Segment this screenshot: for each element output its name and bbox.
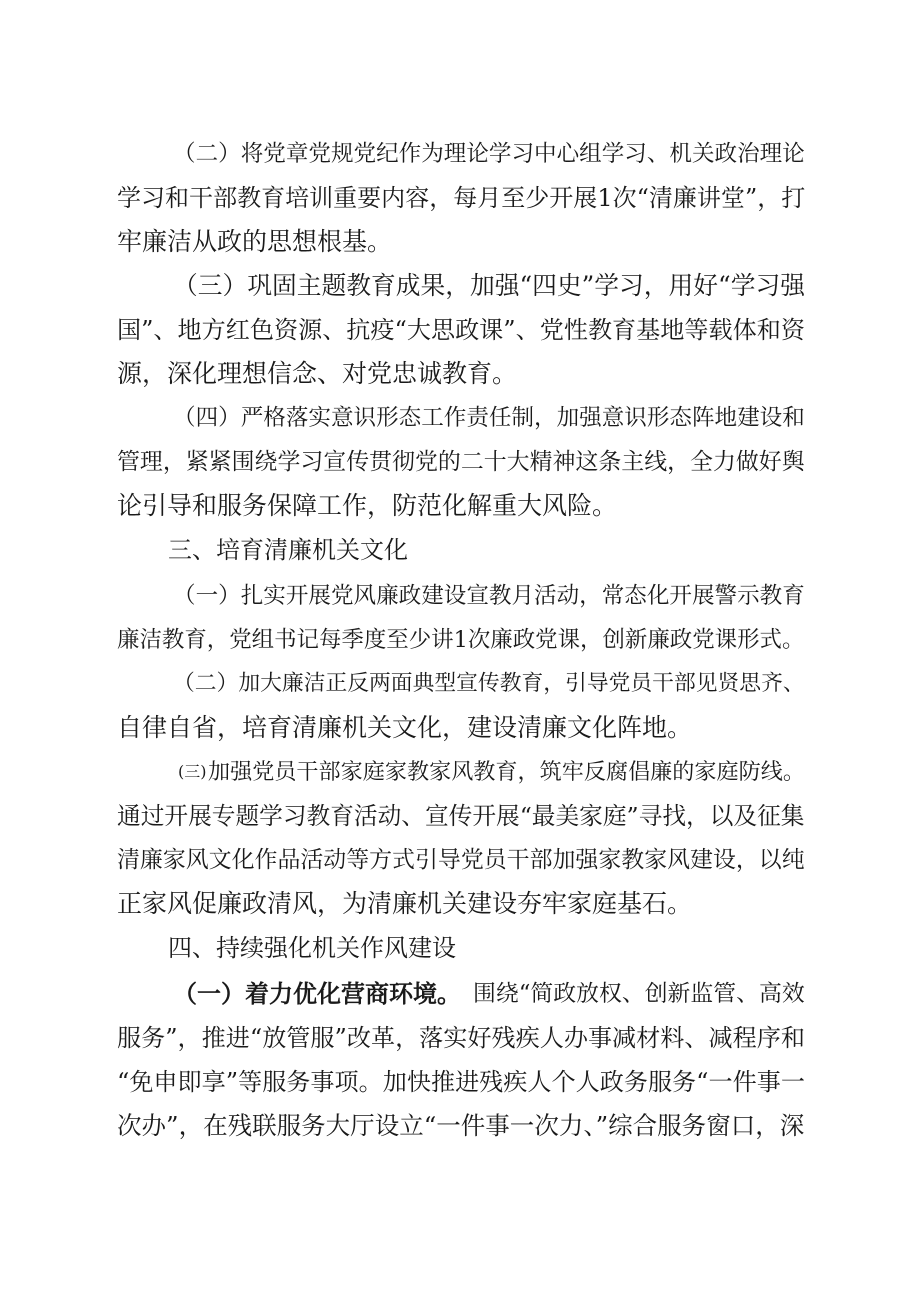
paragraph-line: [0, 662, 920, 706]
paragraph-line: [0, 750, 920, 794]
text-line: 正家风促廉政清风，为清廉机关建设夯牢家庭基石。: [117, 889, 693, 918]
paragraph-line: [0, 440, 920, 484]
paragraph-line: [0, 1104, 920, 1148]
paragraph-marker: (三): [178, 762, 207, 781]
text-line: 加强党员干部家庭家教家风教育，筑牢反腐倡廉的家庭防线。: [208, 759, 805, 785]
paragraph-line: [0, 308, 920, 352]
section-heading: [0, 926, 920, 970]
text-line: 管理，紧紧围绕学习宣传贯彻党的二十大精神这条主线，全力做好舆: [117, 449, 805, 475]
text-line: 论引导和服务保障工作，防范化解重大风险。: [117, 491, 618, 520]
paragraph-line: [0, 972, 920, 1016]
paragraph-line: [0, 838, 920, 882]
section-heading: [0, 528, 920, 572]
text-line: （一）扎实开展党风廉政建设宣教月活动，常态化开展警示教育: [173, 583, 805, 609]
text-line: （二）加大廉洁正反两面典型宣传教育，引导党员干部见贤思齐、: [173, 671, 805, 696]
section-heading-text: 三、培育清廉机关文化: [168, 536, 408, 564]
paragraph-line: [0, 794, 920, 838]
text-line: 源，深化理想信念、对党忠诚教育。: [117, 359, 518, 388]
text-line: 自律自省，培育清廉机关文化，建设清廉文化阵地。: [117, 713, 693, 742]
text-line: 廉洁教育，党组书记每季度至少讲1次廉政党课，创新廉政党课形式。: [117, 627, 805, 653]
section-heading-text: 四、持续强化机关作风建设: [168, 934, 456, 962]
paragraph-line: [0, 176, 920, 220]
text-line: “免申即享”等服务事项。加快推进残疾人个人政务服务“一件事一: [117, 1068, 805, 1096]
text-line: （四）严格落实意识形态工作责任制，加强意识形态阵地建设和: [173, 405, 805, 431]
bold-lead-text: （一）着力优化营商环境。: [173, 980, 461, 1008]
text-line: 国”、地方红色资源、抗疫“大思政课”、党性教育基地等载体和资: [117, 316, 805, 344]
paragraph-line: [0, 264, 920, 308]
text-line: 通过开展专题学习教育活动、宣传开展“最美家庭”寻找，以及征集: [117, 802, 805, 830]
text-line: 学习和干部教育培训重要内容，每月至少开展1次“清廉讲堂”，打: [117, 184, 806, 212]
text-line: 服务”，推进“放管服”改革，落实好残疾人办事减材料、减程序和: [117, 1024, 805, 1052]
paragraph-line: [0, 396, 920, 440]
paragraph-line: [0, 618, 920, 662]
paragraph-line: [0, 882, 920, 926]
paragraph-line: [0, 220, 920, 264]
paragraph-line: [0, 574, 920, 618]
text-line: （二）将党章党规党纪作为理论学习中心组学习、机关政治理论: [173, 141, 805, 167]
text-line: 牢廉洁从政的思想根基。: [117, 227, 393, 256]
paragraph-line: [0, 484, 920, 528]
text-line: 清廉家风文化作品活动等方式引导党员干部加强家教家风建设，以纯: [117, 847, 805, 873]
paragraph-line: [0, 352, 920, 396]
paragraph-line: [0, 1016, 920, 1060]
text-line: 围绕“简政放权、创新监管、高效: [473, 981, 805, 1007]
paragraph-line: [0, 132, 920, 176]
text-line: 次办”，在残联服务大厅设立“一件事一次力、”综合服务窗口，深: [117, 1111, 805, 1140]
text-line: （三）巩固主题教育成果，加强“四史”学习，用好“学习强: [173, 271, 805, 300]
paragraph-line: [0, 706, 920, 750]
paragraph-line: [0, 1060, 920, 1104]
